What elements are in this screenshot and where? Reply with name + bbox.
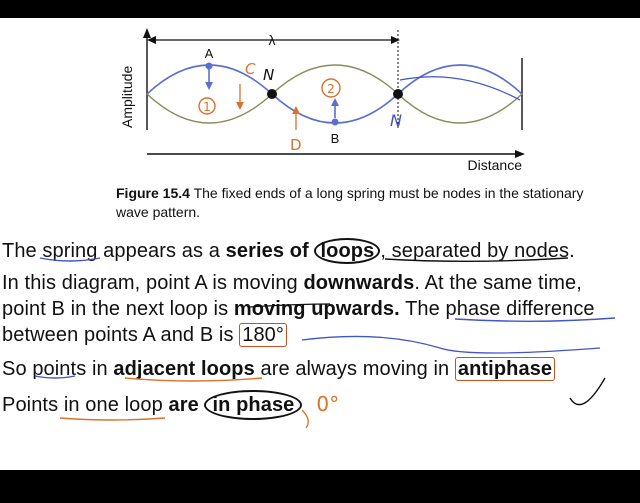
y-axis-label: Amplitude (119, 65, 135, 128)
p2a-bold: downwards (303, 272, 415, 294)
stationary-wave-figure (0, 18, 640, 198)
handwritten-d: D (290, 136, 302, 154)
y-axis-arrowhead (143, 28, 151, 38)
handwritten-c: C (245, 60, 256, 78)
p2b-bold: moving upwards. (233, 298, 400, 320)
handwritten-n-2: N (390, 111, 402, 130)
node-dot-2 (393, 89, 403, 99)
p4-text: Points in one loop (2, 394, 169, 416)
p2b-text: point B in the next loop is (2, 298, 234, 320)
zero-degree-annotation: 0° (316, 392, 340, 416)
p2a-text-end: . At the same time, (414, 272, 582, 294)
p3-bold-adjacent: adjacent loops (113, 358, 255, 380)
ink-underline-in-one-loop (60, 418, 165, 420)
p2a-text: In this diagram, point A is moving (2, 272, 304, 294)
handwritten-trace (400, 77, 520, 100)
node-dot-1 (267, 89, 277, 99)
point-a-dot (206, 63, 213, 70)
antiphase-boxed: antiphase (455, 357, 555, 381)
caption-label: Figure 15.4 (116, 185, 190, 201)
phase-180-boxed: 180° (239, 323, 287, 347)
paragraph-point-b (2, 298, 595, 321)
point-a-label: A (204, 46, 214, 61)
p4-bold-are: are (168, 394, 205, 416)
ink-tick (570, 378, 605, 405)
wavelength-label: λ (268, 32, 276, 48)
page (0, 18, 640, 470)
handwritten-two: 2 (327, 82, 335, 96)
p1-bold-series: series of (225, 240, 315, 262)
point-b-label: B (330, 131, 340, 146)
point-a-arrowhead (205, 82, 213, 90)
in-phase-circled: in phase (204, 390, 302, 420)
handwritten-c-arrowhead (236, 102, 244, 110)
ink-arrow-180 (302, 336, 600, 353)
p2b-text-end: The phase difference (399, 298, 595, 320)
p1-text-end: , separated by nodes. (380, 240, 575, 262)
point-b-dot (332, 119, 339, 126)
figure-caption (116, 184, 586, 222)
paragraph-in-phase (2, 392, 339, 417)
p3-text-mid: are always moving in (254, 358, 455, 380)
p2c-text: between points A and B is (2, 324, 240, 346)
paragraph-phase (2, 324, 287, 347)
handwritten-n-1: N (263, 66, 275, 84)
handwritten-one: 1 (203, 100, 211, 114)
paragraph-point-a (2, 272, 582, 295)
paragraph-loops (2, 240, 575, 263)
wavelength-arrow-right-head (391, 36, 400, 44)
paragraph-antiphase (2, 358, 555, 381)
caption-text: The fixed ends of a long spring must be nodes in the stationary wave pattern. (116, 185, 584, 220)
p3-text: So points in (2, 358, 114, 380)
x-axis-label: Distance (467, 157, 522, 173)
point-b-arrowhead (331, 98, 339, 106)
p1-bold-loops: loops (314, 238, 380, 264)
p1-text: The spring appears as a (2, 240, 226, 262)
